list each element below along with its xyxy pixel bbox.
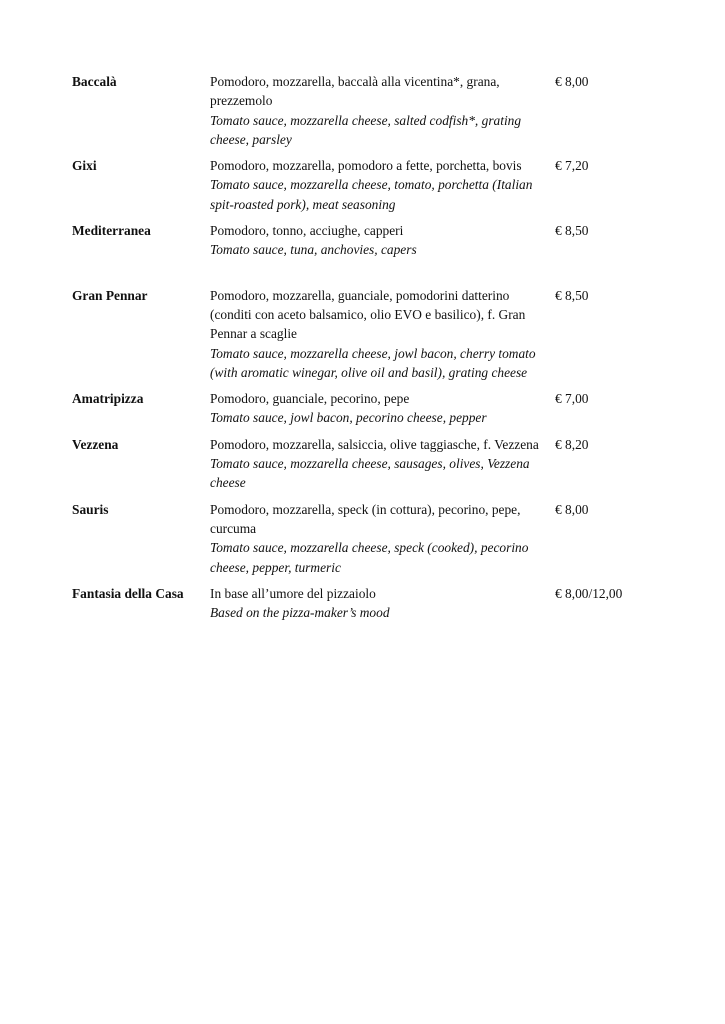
description-italian: Pomodoro, tonno, acciughe, capperi [210,223,404,239]
item-name: Gran Pennar [72,287,148,303]
menu-item-gixi [72,156,662,214]
menu-item-mediterranea [72,221,662,260]
description-italian: Pomodoro, mozzarella, speck (in cottura), pecorino, pepe, curcuma [210,501,521,536]
item-name: Baccalà [72,74,117,89]
item-name: Gixi [72,158,97,174]
item-description [210,221,552,260]
item-price: € 8,00 [555,74,589,89]
menu-item-gran-pennar [72,286,662,382]
item-description [210,286,552,382]
description-italian: Pomodoro, guanciale, pecorino, pepe [210,391,410,407]
description-english: Tomato sauce, mozzarella cheese, jowl bacon, cherry tomato (with aromatic winegar, olive oil and basil), grating cheese [210,345,536,380]
item-price: € 7,20 [555,158,589,174]
menu-item-baccala [72,72,662,149]
pizza-menu-list [72,72,662,622]
description-english: Based on the pizza-maker’s mood [210,605,390,621]
menu-item-fantasia-della-casa [72,584,662,623]
description-italian: Pomodoro, mozzarella, guanciale, pomodorini datterino (conditi con aceto balsamico, olio EVO e basilico), f. Gran Pennar a scaglie [210,287,526,342]
item-description [210,72,552,149]
item-description [210,156,552,214]
menu-item-sauris [72,500,662,577]
item-name: Amatripizza [72,391,144,407]
item-price: € 8,20 [555,436,589,452]
description-italian: Pomodoro, mozzarella, baccalà alla vicentina*, grana, prezzemolo [210,74,500,109]
item-description [210,389,552,428]
description-english: Tomato sauce, mozzarella cheese, tomato, porchetta (Italian spit-roasted pork), meat seasoning [210,177,533,212]
item-price: € 8,50 [555,223,589,239]
menu-item-vezzena [72,435,662,493]
item-price: € 8,00/12,00 [555,585,623,601]
description-english: Tomato sauce, tuna, anchovies, capers [210,242,417,258]
description-english: Tomato sauce, mozzarella cheese, speck (cooked), pecorino cheese, pepper, turmeric [210,540,529,575]
description-english: Tomato sauce, jowl bacon, pecorino cheese, pepper [210,410,487,426]
item-price: € 8,00 [555,501,589,517]
item-name: Fantasia della Casa [72,585,184,601]
item-name: Vezzena [72,436,119,452]
description-italian: Pomodoro, mozzarella, salsiccia, olive taggiasche, f. Vezzena [210,436,539,452]
item-description [210,500,552,577]
item-price: € 7,00 [555,391,589,407]
description-italian: Pomodoro, mozzarella, pomodoro a fette, porchetta, bovis [210,158,522,174]
description-italian: In base all’umore del pizzaiolo [210,585,376,601]
item-description [210,584,552,623]
item-price: € 8,50 [555,287,589,303]
menu-item-amatripizza [72,389,662,428]
item-name: Mediterranea [72,223,151,239]
item-description [210,435,552,493]
description-english: Tomato sauce, mozzarella cheese, sausages, olives, Vezzena cheese [210,456,530,491]
description-english: Tomato sauce, mozzarella cheese, salted codfish*, grating cheese, parsley [210,112,522,147]
item-name: Sauris [72,501,109,517]
